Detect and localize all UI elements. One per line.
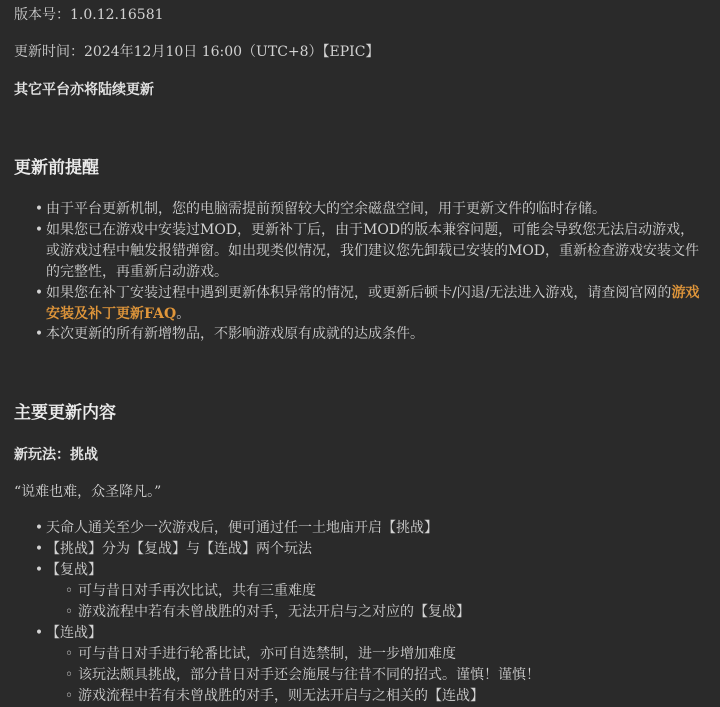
list-item: • 天命人通关至少一次游戏后，便可通过任一土地庙开启【挑战】 [32, 518, 708, 539]
circle-bullet-icon: ◦ [64, 646, 74, 662]
bullet-icon: • [34, 541, 44, 557]
faq-link[interactable]: 游戏安装及补丁更新FAQ [46, 285, 700, 322]
other-platforms-note: 其它平台亦将陆续更新 [14, 82, 154, 98]
quote-line: “说难也难，众圣降凡。” [14, 484, 162, 500]
bullet-icon: • [34, 222, 44, 238]
bullet-icon: • [34, 520, 44, 536]
list-item: • 【连战】 [32, 623, 708, 644]
bullet-icon: • [34, 562, 44, 578]
sub-list-item: ◦ 该玩法颇具挑战，部分昔日对手还会施展与往昔不同的招式。谨慎！谨慎！ [62, 665, 702, 686]
main-content-heading: 主要更新内容 [14, 403, 116, 423]
list-item [32, 283, 708, 325]
bullet-icon: • [34, 326, 44, 342]
bullet-icon: • [34, 285, 44, 301]
circle-bullet-icon: ◦ [64, 604, 74, 620]
bullet-icon: • [34, 201, 44, 217]
reminder-heading: 更新前提醒 [14, 158, 99, 178]
list-item: • 如果您已在游戏中安装过MOD，更新补丁后，由于MOD的版本兼容问题，可能会导致您无法启动游戏，或游戏过程中触发报错弹窗。如出现类似情况，我们建议您先卸载已安装的MOD，重新检查游戏安装文件的完整性，再重新启动游戏。 [32, 220, 708, 283]
list-item: • 【挑战】分为【复战】与【连战】两个玩法 [32, 539, 708, 560]
list-item: • 【复战】 [32, 560, 708, 581]
circle-bullet-icon: ◦ [64, 688, 74, 704]
update-time-line: 更新时间：2024年12月10日 16:00（UTC+8）【EPIC】 [14, 44, 380, 60]
bullet-icon: • [34, 625, 44, 641]
sub-list-item: ◦ 游戏流程中若有未曾战胜的对手，则无法开启与之相关的【连战】 [62, 686, 702, 707]
circle-bullet-icon: ◦ [64, 583, 74, 599]
sub-list-item: ◦ 可与昔日对手进行轮番比试，亦可自选禁制，进一步增加难度 [62, 644, 702, 665]
circle-bullet-icon: ◦ [64, 667, 74, 683]
sub-list-item: ◦ 可与昔日对手再次比试，共有三重难度 [62, 581, 702, 602]
faq-prefix: 如果您在补丁安装过程中遇到更新体积异常的情况，或更新后顿卡/闪退/无法进入游戏，请查阅官网的 [46, 285, 672, 301]
new-mode-subheading: 新玩法：挑战 [14, 447, 98, 463]
list-item: • 由于平台更新机制，您的电脑需提前预留较大的空余磁盘空间，用于更新文件的临时存储。 [32, 199, 708, 220]
list-item: • 本次更新的所有新增物品，不影响游戏原有成就的达成条件。 [32, 324, 708, 345]
version-line: 版本号：1.0.12.16581 [14, 7, 164, 23]
sub-list-item: ◦ 游戏流程中若有未曾战胜的对手，无法开启与之对应的【复战】 [62, 602, 702, 623]
faq-suffix: 。 [176, 306, 191, 322]
